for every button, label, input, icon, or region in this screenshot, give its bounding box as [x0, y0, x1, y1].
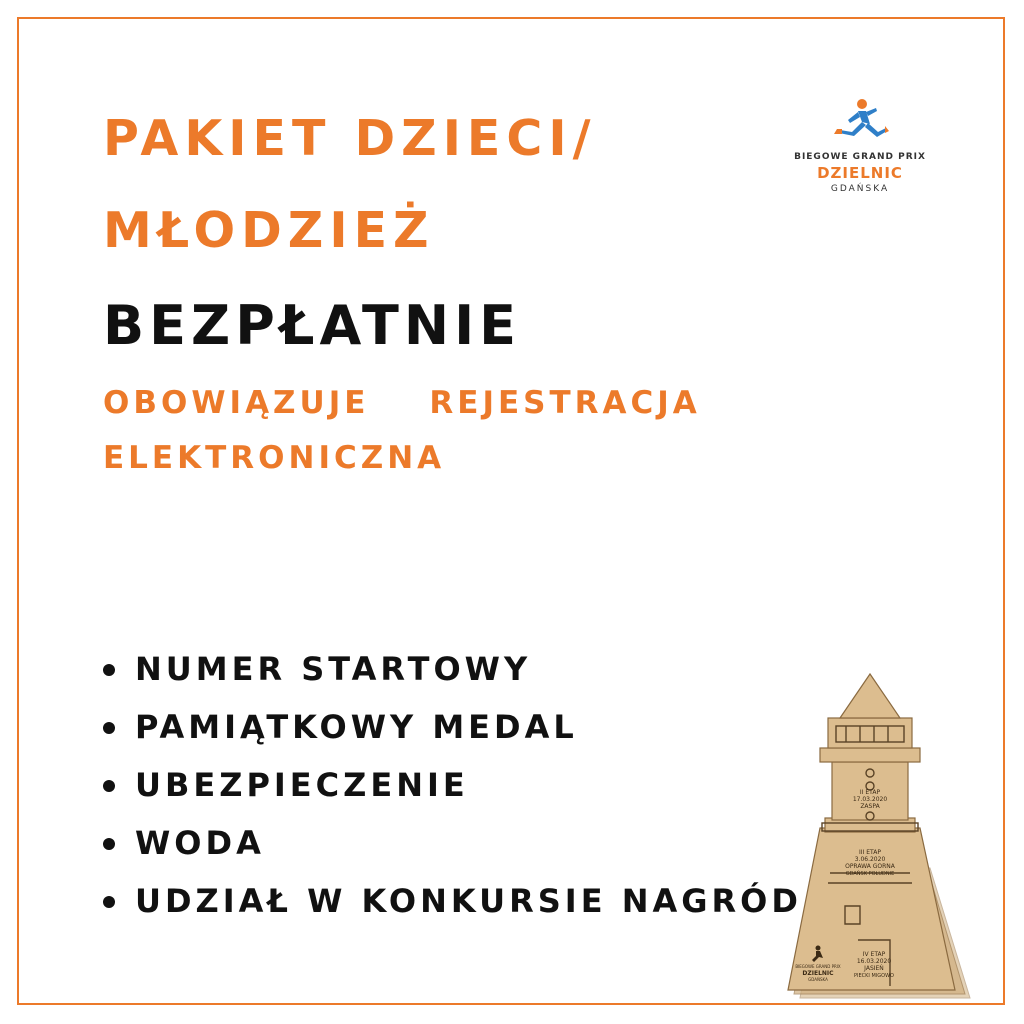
- medal-brand-line-1: BIEGOWE GRAND PRIX: [795, 964, 841, 969]
- bullet-icon: [103, 722, 115, 734]
- logo-line-3: GDAŃSKA: [830, 184, 890, 194]
- medal-stage-2-label: II ETAP: [859, 789, 881, 796]
- notice-word-1: OBOWIĄZUJE: [103, 385, 370, 421]
- bullet-icon: [103, 780, 115, 792]
- medal-stage-4-place-2: PIECKI MIGOWO: [854, 973, 894, 979]
- list-item: PAMIĄTKOWY MEDAL: [103, 704, 802, 762]
- title-line-2: MŁODZIEŻ: [103, 202, 435, 259]
- medal-stage-2-date: 17.03.2020: [852, 796, 888, 803]
- medal-stage-4-label: IV ETAP: [862, 951, 886, 958]
- medal-stage-4-date: 16.03.2020: [856, 958, 892, 965]
- benefits-list: [103, 646, 802, 936]
- runner-icon: [830, 98, 890, 146]
- list-item: UBEZPIECZENIE: [103, 762, 802, 820]
- event-logo: [790, 98, 930, 194]
- bullet-icon: [103, 896, 115, 908]
- list-item: NUMER STARTOWY: [103, 646, 802, 704]
- medal-stage-2-place: ZASPA: [860, 803, 880, 810]
- medal-stage-3-date: 3.06.2020: [854, 856, 886, 863]
- logo-line-1: BIEGOWE GRAND PRIX: [794, 152, 926, 162]
- medal-stage-4-place-1: JASIEŃ: [864, 965, 884, 972]
- list-item: WODA: [103, 820, 802, 878]
- registration-notice-line-1: [103, 383, 701, 423]
- medal-brand-line-3: GDAŃSKA: [808, 977, 828, 982]
- bullet-icon: [103, 838, 115, 850]
- logo-line-2: DZIELNIC: [817, 164, 903, 182]
- list-item: UDZIAŁ W KONKURSIE NAGRÓD: [103, 878, 802, 936]
- registration-notice-line-2: ELEKTRONICZNA: [103, 440, 446, 476]
- lighthouse-medal-image: [770, 668, 980, 1004]
- medal-stage-3-place-2: GDAŃSK POŁUDNIE: [845, 871, 895, 877]
- bullet-icon: [103, 664, 115, 676]
- medal-stage-3-label: III ETAP: [859, 849, 881, 856]
- medal-brand-line-2: DZIELNIC: [802, 970, 834, 977]
- title-line-1: PAKIET DZIECI/: [103, 110, 597, 167]
- price-label: BEZPŁATNIE: [103, 294, 522, 357]
- medal-stage-3-place-1: OPRAWA GORNA: [845, 863, 895, 870]
- notice-word-2: REJESTRACJA: [429, 385, 701, 421]
